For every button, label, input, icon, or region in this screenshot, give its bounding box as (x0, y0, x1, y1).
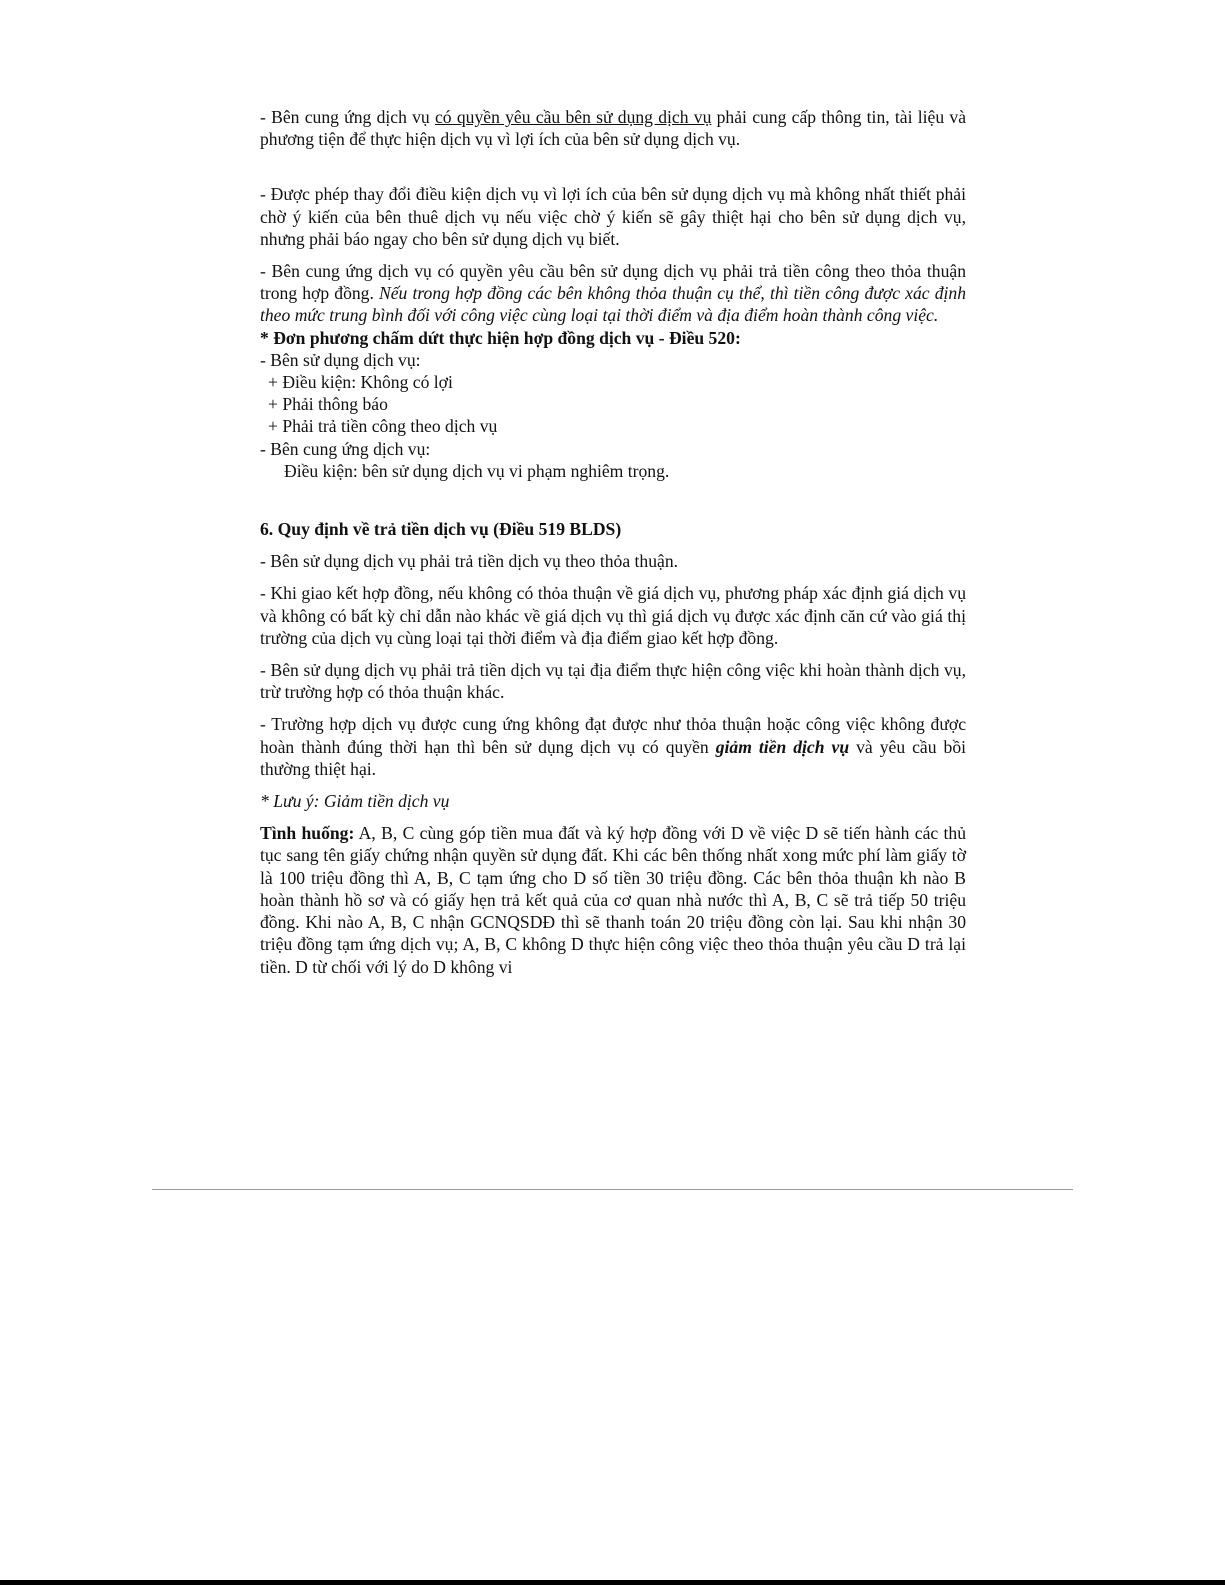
section-6-paragraph-3: - Bên sử dụng dịch vụ phải trả tiền dịch vụ tại địa điểm thực hiện công việc khi hoàn thành dịch vụ, trừ trường hợp có thỏa thuận khác. (260, 660, 966, 703)
text-run: - Bên cung ứng dịch vụ (260, 107, 435, 127)
case-study-paragraph (260, 822, 966, 977)
section-6-heading: 6. Quy định về trả tiền dịch vụ (Điều 519 BLDS) (260, 519, 622, 540)
user-item-1: + Điều kiện: Không có lợi (268, 372, 453, 393)
section-6-paragraph-2: - Khi giao kết hợp đồng, nếu không có thỏa thuận về giá dịch vụ, phương pháp xác định giá dịch vụ và không có bất kỳ chỉ dẫn nào khác về giá dịch vụ thì giá dịch vụ được xác định căn cứ vào giá thị trường của dịch vụ cùng loại tại thời điểm và địa điểm giao kết hợp đồng. (260, 583, 966, 648)
bold-italic-text-run: giảm tiền dịch vụ (715, 736, 850, 757)
note-line: * Lưu ý: Giảm tiền dịch vụ (260, 791, 450, 812)
case-study-label: Tình huống: (260, 823, 355, 844)
provider-condition: Điều kiện: bên sử dụng dịch vụ vi phạm nghiêm trọng. (284, 460, 670, 481)
bottom-edge-bar (0, 1580, 1225, 1585)
case-study-text: A, B, C cùng góp tiền mua đất và ký hợp đồng với D về việc D sẽ tiến hành các thủ tục sang tên giấy chứng nhận quyền sử dụng đất. Khi các bên thống nhất xong mức phí làm giấy tờ là 100 triệu đồng thì A, B, C tạm ứng cho D số tiền 30 triệu đồng. Các bên thỏa thuận kh nào B hoàn thành hồ sơ và có giấy hẹn trả kết quả của cơ quan nhà nước thì A, B, C sẽ trả tiếp 50 triệu đồng. Khi nào A, B, C nhận GCNQSDĐ thì sẽ thanh toán 20 triệu đồng còn lại. Sau khi nhận 30 triệu đồng tạm ứng dịch vụ; A, B, C không D thực hiện công việc theo thỏa thuận yêu cầu D trả lại tiền. D từ chối với lý do D không vi (260, 823, 966, 977)
paragraph-provider-request-payment (260, 260, 966, 327)
text-run: phải cung cấp thông tin, tài liệu và phương tiện để thực hiện dịch vụ vì lợi ích của bên sử dụng dịch vụ. (260, 107, 966, 150)
document-page (260, 106, 966, 978)
italic-text-run: Nếu trong hợp đồng các bên không thỏa thuận cụ thể, thì tiền công được xác định theo mức trung bình đối với công việc cùng loại tại thời điểm và địa điểm hoàn thành công việc. (260, 283, 966, 326)
section-6-paragraph-1: - Bên sử dụng dịch vụ phải trả tiền dịch vụ theo thỏa thuận. (260, 551, 679, 572)
page-separator-line (152, 1189, 1073, 1190)
paragraph-change-conditions: - Được phép thay đổi điều kiện dịch vụ vì lợi ích của bên sử dụng dịch vụ mà không nhất thiết phải chờ ý kiến của bên thuê dịch vụ nếu việc chờ ý kiến sẽ gây thiệt hại cho bên sử dụng dịch vụ, nhưng phải báo ngay cho bên sử dụng dịch vụ biết. (260, 184, 966, 249)
user-side-label: - Bên sử dụng dịch vụ: (260, 349, 421, 370)
user-item-2: + Phải thông báo (268, 394, 388, 415)
text-run: - Bên cung ứng dịch vụ có quyền yêu cầu bên sử dụng dịch vụ phải trả tiền công theo thỏa thuận trong hợp đồng. (260, 261, 966, 304)
underlined-text-run: có quyền yêu cầu bên sử dụng dịch vụ (435, 107, 712, 127)
section-6-paragraph-4 (260, 713, 966, 780)
provider-side-label: - Bên cung ứng dịch vụ: (260, 438, 431, 459)
user-item-3: + Phải trả tiền công theo dịch vụ (268, 416, 498, 437)
text-run: và yêu cầu bồi thường thiệt hại. (260, 736, 967, 779)
paragraph-provider-request-info (260, 106, 966, 150)
text-run: - Trường hợp dịch vụ được cung ứng không đạt được như thỏa thuận hoặc công việc không được hoàn thành đúng thời hạn thì bên sử dụng dịch vụ có quyền (260, 714, 966, 757)
heading-article-520: * Đơn phương chấm dứt thực hiện hợp đồng dịch vụ - Điều 520: (260, 327, 741, 348)
